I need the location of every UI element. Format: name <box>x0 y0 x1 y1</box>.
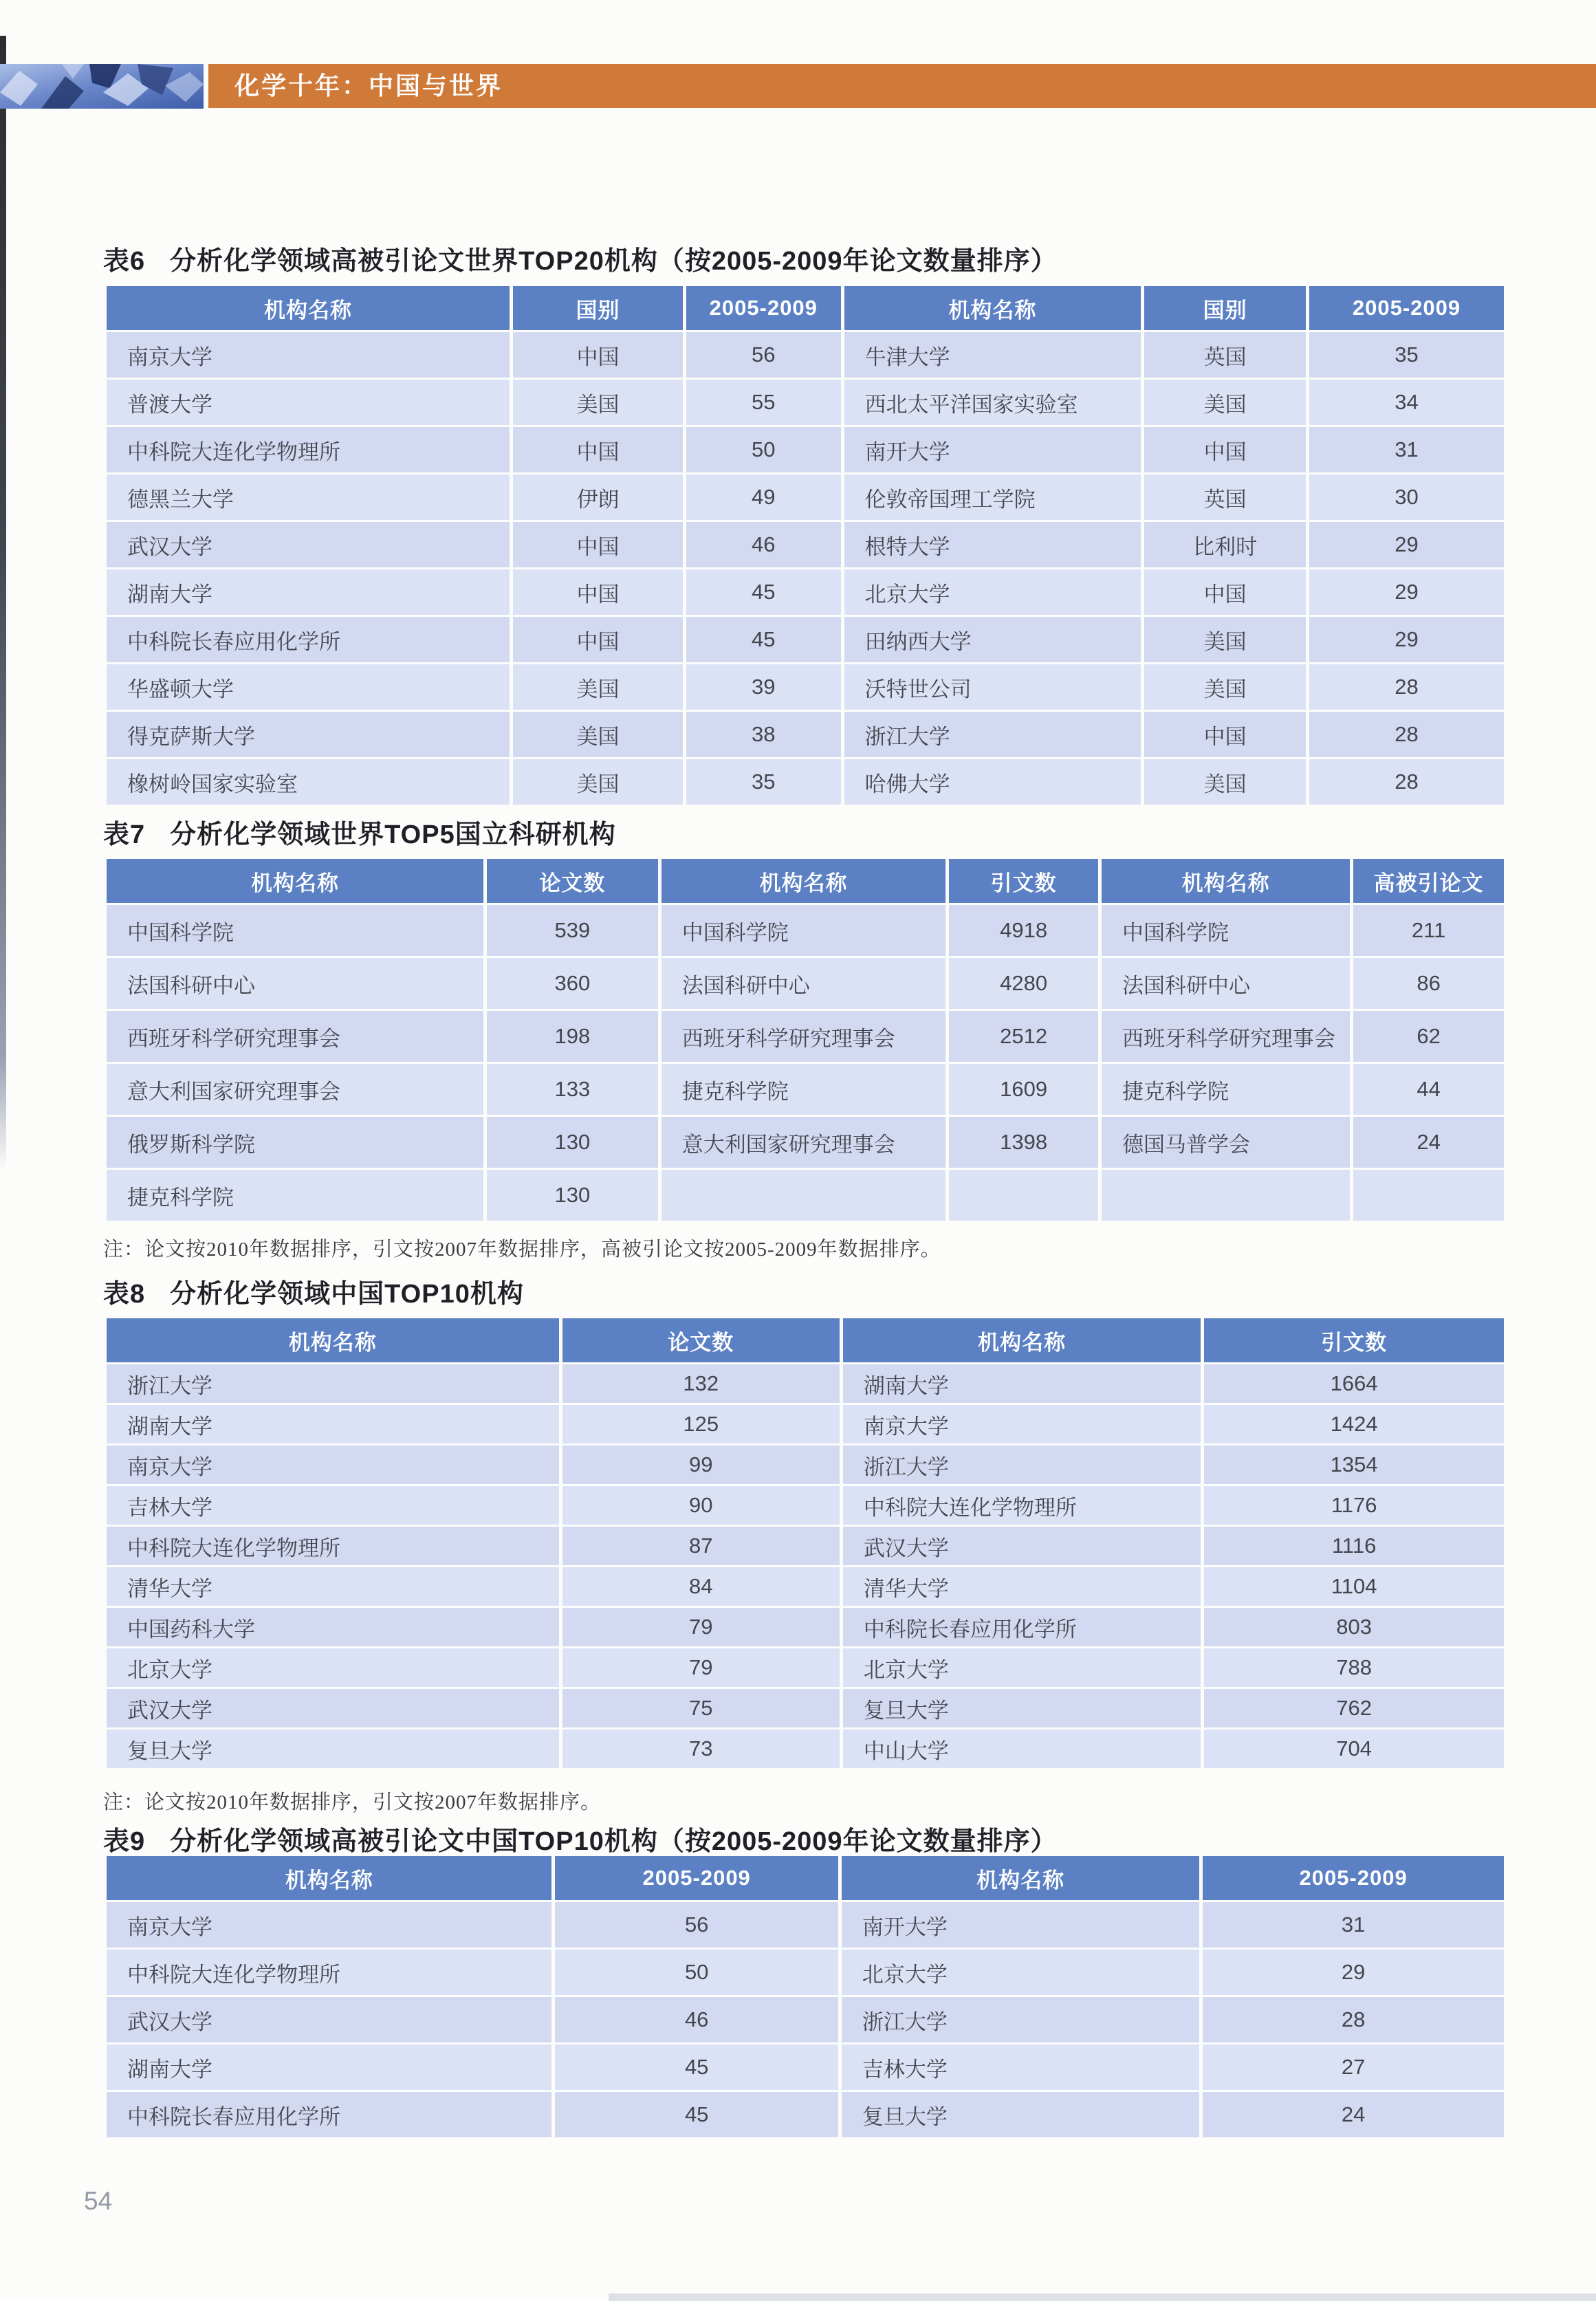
count-cell: 28 <box>1203 1997 1504 2042</box>
institution-cell: 中国科学院 <box>107 905 483 956</box>
institution-cell: 捷克科学院 <box>1102 1064 1350 1115</box>
institution-cell: 武汉大学 <box>107 522 510 567</box>
count-cell: 46 <box>686 522 841 567</box>
table-row <box>107 1527 1504 1565</box>
institution-cell: 浙江大学 <box>843 1446 1201 1484</box>
count-cell: 55 <box>686 380 841 425</box>
column-header: 国别 <box>1144 286 1306 330</box>
institution-cell: 中国科学院 <box>1102 905 1350 956</box>
table-row <box>107 1567 1504 1606</box>
table-row <box>107 617 1504 662</box>
table6-world-top20 <box>103 284 1507 807</box>
institution-cell: 中科院长春应用化学所 <box>107 2092 551 2137</box>
count-cell: 130 <box>487 1170 658 1221</box>
table7-header-row <box>107 859 1504 903</box>
table8-title-text: 分析化学领域中国TOP10机构 <box>170 1280 524 1309</box>
count-cell: 50 <box>686 427 841 472</box>
institution-cell: 意大利国家研究理事会 <box>662 1117 945 1168</box>
institution-cell: 复旦大学 <box>843 1689 1201 1727</box>
count-cell: 125 <box>562 1405 840 1443</box>
count-cell: 29 <box>1309 522 1504 567</box>
count-cell: 45 <box>686 617 841 662</box>
institution-cell: 南开大学 <box>842 1902 1199 1948</box>
table6-header-row <box>107 286 1504 330</box>
table9-title-label: 表9 <box>103 1827 146 1856</box>
table-row <box>107 380 1504 425</box>
institution-cell: 武汉大学 <box>107 1997 551 2042</box>
institution-cell: 中国药科大学 <box>107 1608 559 1646</box>
institution-cell: 德国马普学会 <box>1102 1117 1350 1168</box>
column-header: 引文数 <box>949 859 1098 903</box>
table-row <box>107 1405 1504 1443</box>
institution-cell: 俄罗斯科学院 <box>107 1117 483 1168</box>
table-row <box>107 1486 1504 1525</box>
count-cell: 79 <box>562 1608 840 1646</box>
table-row <box>107 569 1504 615</box>
table-row <box>107 1648 1504 1687</box>
institution-cell: 哈佛大学 <box>844 759 1141 805</box>
count-cell: 90 <box>562 1486 840 1525</box>
table6-title-label: 表6 <box>103 247 146 276</box>
count-cell: 130 <box>487 1117 658 1168</box>
count-cell: 84 <box>562 1567 840 1606</box>
country-cell: 中国 <box>1144 569 1306 615</box>
institution-cell: 西北太平洋国家实验室 <box>844 380 1141 425</box>
count-cell <box>1353 1170 1504 1221</box>
count-cell: 803 <box>1204 1608 1504 1646</box>
count-cell: 1116 <box>1204 1527 1504 1565</box>
column-header: 机构名称 <box>844 286 1141 330</box>
table-row <box>107 759 1504 805</box>
institution-cell: 西班牙科学研究理事会 <box>107 1011 483 1062</box>
institution-cell: 吉林大学 <box>107 1486 559 1525</box>
institution-cell: 中科院大连化学物理所 <box>107 1527 559 1565</box>
table-row <box>107 905 1504 956</box>
count-cell: 35 <box>686 759 841 805</box>
table-row <box>107 958 1504 1009</box>
table8-title-label: 表8 <box>103 1280 146 1309</box>
table-row <box>107 1117 1504 1168</box>
country-cell: 美国 <box>513 712 683 757</box>
table6-title-text: 分析化学领域高被引论文世界TOP20机构（按2005-2009年论文数量排序） <box>170 247 1058 276</box>
institution-cell: 湖南大学 <box>107 569 510 615</box>
page-header-title: 化学十年：中国与世界 <box>234 72 503 100</box>
table8-body <box>107 1364 1504 1768</box>
institution-cell: 北京大学 <box>843 1648 1201 1687</box>
institution-cell: 南京大学 <box>843 1405 1201 1443</box>
country-cell: 美国 <box>1144 380 1306 425</box>
institution-cell: 意大利国家研究理事会 <box>107 1064 483 1115</box>
country-cell: 中国 <box>1144 712 1306 757</box>
institution-cell: 北京大学 <box>107 1648 559 1687</box>
institution-cell <box>662 1170 945 1221</box>
table7-title <box>103 813 616 851</box>
table7-title-text: 分析化学领域世界TOP5国立科研机构 <box>170 820 616 849</box>
table-row <box>107 1997 1504 2042</box>
country-cell: 中国 <box>513 332 683 378</box>
table7-note: 注：论文按2010年数据排序，引文按2007年数据排序，高被引论文按2005-2009年数据排序。 <box>103 1239 941 1261</box>
institution-cell: 湖南大学 <box>107 2044 551 2090</box>
count-cell: 1664 <box>1204 1364 1504 1403</box>
column-header: 引文数 <box>1204 1318 1504 1362</box>
institution-cell: 清华大学 <box>107 1567 559 1606</box>
table9-title-text: 分析化学领域高被引论文中国TOP10机构（按2005-2009年论文数量排序） <box>170 1827 1058 1856</box>
table6-body <box>107 332 1504 805</box>
count-cell: 24 <box>1203 2092 1504 2137</box>
institution-cell: 法国科研中心 <box>107 958 483 1009</box>
country-cell: 中国 <box>513 522 683 567</box>
country-cell: 中国 <box>513 427 683 472</box>
column-header: 机构名称 <box>1102 859 1350 903</box>
scan-bottom-edge <box>609 2293 1596 2301</box>
country-cell: 中国 <box>513 617 683 662</box>
country-cell: 中国 <box>1144 427 1306 472</box>
table-row <box>107 1011 1504 1062</box>
column-header: 机构名称 <box>662 859 945 903</box>
table7-body <box>107 905 1504 1221</box>
count-cell: 99 <box>562 1446 840 1484</box>
count-cell: 30 <box>1309 475 1504 520</box>
table-row <box>107 1170 1504 1221</box>
institution-cell: 浙江大学 <box>842 1997 1199 2042</box>
country-cell: 英国 <box>1144 475 1306 520</box>
country-cell: 比利时 <box>1144 522 1306 567</box>
count-cell: 35 <box>1309 332 1504 378</box>
count-cell: 31 <box>1309 427 1504 472</box>
column-header: 2005-2009 <box>555 1856 838 1900</box>
count-cell: 28 <box>1309 712 1504 757</box>
count-cell: 56 <box>686 332 841 378</box>
column-header: 机构名称 <box>107 286 510 330</box>
count-cell: 29 <box>1309 569 1504 615</box>
header-photo <box>0 64 204 109</box>
institution-cell: 清华大学 <box>843 1567 1201 1606</box>
count-cell: 75 <box>562 1689 840 1727</box>
institution-cell: 沃特世公司 <box>844 664 1141 710</box>
institution-cell: 浙江大学 <box>844 712 1141 757</box>
count-cell: 4280 <box>949 958 1098 1009</box>
institution-cell: 伦敦帝国理工学院 <box>844 475 1141 520</box>
count-cell: 39 <box>686 664 841 710</box>
table-row <box>107 2044 1504 2090</box>
count-cell: 28 <box>1309 664 1504 710</box>
institution-cell: 北京大学 <box>842 1950 1199 1995</box>
country-cell: 英国 <box>1144 332 1306 378</box>
count-cell: 45 <box>555 2044 838 2090</box>
column-header: 2005-2009 <box>1309 286 1504 330</box>
table-row <box>107 1730 1504 1768</box>
institution-cell: 中科院长春应用化学所 <box>843 1608 1201 1646</box>
count-cell: 198 <box>487 1011 658 1062</box>
table-row <box>107 712 1504 757</box>
institution-cell: 中山大学 <box>843 1730 1201 1768</box>
table8-note: 注：论文按2010年数据排序，引文按2007年数据排序。 <box>103 1791 602 1813</box>
count-cell: 1176 <box>1204 1486 1504 1525</box>
country-cell: 伊朗 <box>513 475 683 520</box>
institution-cell: 牛津大学 <box>844 332 1141 378</box>
column-header: 机构名称 <box>107 1318 559 1362</box>
table-row <box>107 475 1504 520</box>
count-cell: 1609 <box>949 1064 1098 1115</box>
count-cell: 56 <box>555 1902 838 1948</box>
institution-cell: 中科院大连化学物理所 <box>107 1950 551 1995</box>
institution-cell: 复旦大学 <box>842 2092 1199 2137</box>
column-header: 机构名称 <box>107 1856 551 1900</box>
column-header: 机构名称 <box>843 1318 1201 1362</box>
table-row <box>107 1902 1504 1948</box>
column-header: 机构名称 <box>842 1856 1199 1900</box>
count-cell: 38 <box>686 712 841 757</box>
table-row <box>107 1364 1504 1403</box>
table-row <box>107 664 1504 710</box>
table-row <box>107 332 1504 378</box>
count-cell: 49 <box>686 475 841 520</box>
count-cell: 46 <box>555 1997 838 2042</box>
count-cell: 539 <box>487 905 658 956</box>
institution-cell: 法国科研中心 <box>662 958 945 1009</box>
institution-cell: 中科院大连化学物理所 <box>107 427 510 472</box>
institution-cell: 普渡大学 <box>107 380 510 425</box>
count-cell: 4918 <box>949 905 1098 956</box>
table-row <box>107 1950 1504 1995</box>
table8-china-top10 <box>103 1316 1507 1770</box>
column-header: 2005-2009 <box>686 286 841 330</box>
table-row <box>107 1608 1504 1646</box>
column-header: 2005-2009 <box>1203 1856 1504 1900</box>
count-cell: 87 <box>562 1527 840 1565</box>
table-row <box>107 1446 1504 1484</box>
institution-cell: 武汉大学 <box>107 1689 559 1727</box>
column-header: 机构名称 <box>107 859 483 903</box>
count-cell: 762 <box>1204 1689 1504 1727</box>
count-cell: 28 <box>1309 759 1504 805</box>
count-cell: 704 <box>1204 1730 1504 1768</box>
page-number: 54 <box>84 2187 113 2215</box>
table-row <box>107 522 1504 567</box>
institution-cell: 捷克科学院 <box>662 1064 945 1115</box>
institution-cell: 吉林大学 <box>842 2044 1199 2090</box>
table9-title <box>103 1820 1058 1857</box>
country-cell: 美国 <box>513 664 683 710</box>
institution-cell: 田纳西大学 <box>844 617 1141 662</box>
institution-cell: 湖南大学 <box>107 1405 559 1443</box>
institution-cell: 橡树岭国家实验室 <box>107 759 510 805</box>
institution-cell: 南京大学 <box>107 1446 559 1484</box>
institution-cell: 南京大学 <box>107 1902 551 1948</box>
institution-cell: 中科院长春应用化学所 <box>107 617 510 662</box>
count-cell: 86 <box>1353 958 1504 1009</box>
table-row <box>107 427 1504 472</box>
count-cell: 2512 <box>949 1011 1098 1062</box>
institution-cell: 南京大学 <box>107 332 510 378</box>
institution-cell: 西班牙科学研究理事会 <box>1102 1011 1350 1062</box>
column-header: 论文数 <box>487 859 658 903</box>
count-cell: 62 <box>1353 1011 1504 1062</box>
country-cell: 中国 <box>513 569 683 615</box>
count-cell: 29 <box>1203 1950 1504 1995</box>
column-header: 论文数 <box>562 1318 840 1362</box>
column-header: 高被引论文 <box>1353 859 1504 903</box>
table8-header-row <box>107 1318 1504 1362</box>
count-cell: 24 <box>1353 1117 1504 1168</box>
count-cell: 31 <box>1203 1902 1504 1948</box>
country-cell: 美国 <box>513 759 683 805</box>
institution-cell: 浙江大学 <box>107 1364 559 1403</box>
table-row <box>107 2092 1504 2137</box>
column-header: 国别 <box>513 286 683 330</box>
institution-cell: 复旦大学 <box>107 1730 559 1768</box>
count-cell: 73 <box>562 1730 840 1768</box>
count-cell: 29 <box>1309 617 1504 662</box>
count-cell: 360 <box>487 958 658 1009</box>
page-header-bar <box>208 64 1596 108</box>
country-cell: 美国 <box>1144 759 1306 805</box>
abstract-lab-photo-graphic <box>0 64 204 109</box>
count-cell: 50 <box>555 1950 838 1995</box>
institution-cell <box>1102 1170 1350 1221</box>
count-cell: 133 <box>487 1064 658 1115</box>
country-cell: 美国 <box>1144 664 1306 710</box>
institution-cell: 得克萨斯大学 <box>107 712 510 757</box>
count-cell: 1104 <box>1204 1567 1504 1606</box>
table9-header-row <box>107 1856 1504 1900</box>
institution-cell: 武汉大学 <box>843 1527 1201 1565</box>
institution-cell: 西班牙科学研究理事会 <box>662 1011 945 1062</box>
institution-cell: 南开大学 <box>844 427 1141 472</box>
table9-body <box>107 1902 1504 2137</box>
institution-cell: 中科院大连化学物理所 <box>843 1486 1201 1525</box>
country-cell: 美国 <box>1144 617 1306 662</box>
institution-cell: 北京大学 <box>844 569 1141 615</box>
country-cell: 美国 <box>513 380 683 425</box>
institution-cell: 湖南大学 <box>843 1364 1201 1403</box>
count-cell: 44 <box>1353 1064 1504 1115</box>
count-cell: 1424 <box>1204 1405 1504 1443</box>
institution-cell: 根特大学 <box>844 522 1141 567</box>
institution-cell: 捷克科学院 <box>107 1170 483 1221</box>
institution-cell: 法国科研中心 <box>1102 958 1350 1009</box>
count-cell: 27 <box>1203 2044 1504 2090</box>
scan-spine-shadow <box>0 36 6 1170</box>
table7-world-top5-national <box>103 857 1507 1223</box>
institution-cell: 德黑兰大学 <box>107 475 510 520</box>
count-cell: 788 <box>1204 1648 1504 1687</box>
table7-title-label: 表7 <box>103 820 146 849</box>
count-cell: 34 <box>1309 380 1504 425</box>
table9-china-top10-highcited <box>103 1854 1507 2139</box>
count-cell <box>949 1170 1098 1221</box>
table6-title <box>103 239 1058 277</box>
count-cell: 1354 <box>1204 1446 1504 1484</box>
count-cell: 132 <box>562 1364 840 1403</box>
count-cell: 1398 <box>949 1117 1098 1168</box>
count-cell: 79 <box>562 1648 840 1687</box>
table-row <box>107 1064 1504 1115</box>
institution-cell: 华盛顿大学 <box>107 664 510 710</box>
count-cell: 45 <box>555 2092 838 2137</box>
table8-title <box>103 1272 524 1310</box>
institution-cell: 中国科学院 <box>662 905 945 956</box>
table-row <box>107 1689 1504 1727</box>
count-cell: 211 <box>1353 905 1504 956</box>
count-cell: 45 <box>686 569 841 615</box>
